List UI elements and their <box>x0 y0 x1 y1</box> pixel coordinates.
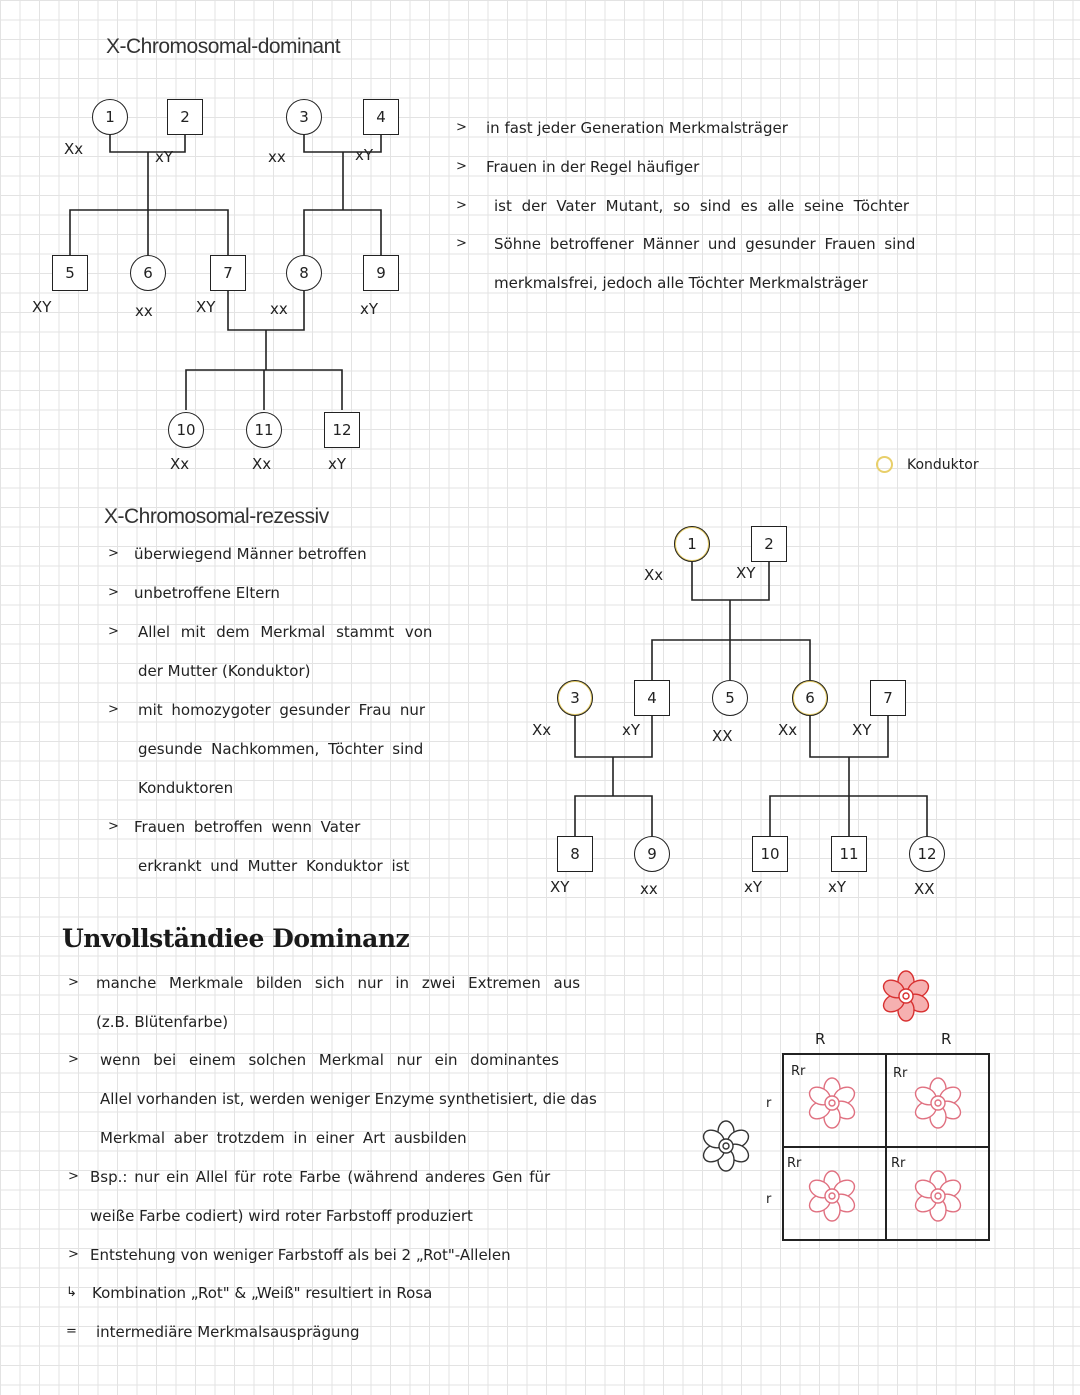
punnett-col-header: R <box>941 1030 952 1048</box>
genotype-8: xx <box>270 300 288 318</box>
punnett-cell: Rr <box>791 1064 806 1079</box>
pedigree-male-5: 5 <box>52 255 88 291</box>
genotype-9: xY <box>360 300 379 318</box>
line-symbol: > <box>68 1052 79 1067</box>
bullet-symbol: > <box>108 624 119 639</box>
dominant-note: in fast jeder Generation Merkmalsträger <box>486 119 788 137</box>
rezessiv-note: mit homozygoter gesunder Frau nur <box>138 701 426 719</box>
line-symbol: ↳ <box>66 1285 77 1300</box>
pedigree-female-11: 11 <box>246 412 282 448</box>
punnett-cell: Rr <box>893 1066 908 1081</box>
genotype-1: Xx <box>64 140 84 158</box>
rezessiv-note: Allel mit dem Merkmal stammt von <box>138 623 433 641</box>
pink-flower-icon <box>912 1078 963 1128</box>
punnett-cell: Rr <box>787 1156 802 1171</box>
text-line: intermediäre Merkmalsausprägung <box>96 1323 360 1341</box>
line-symbol: = <box>66 1324 77 1339</box>
genotype-10: xY <box>744 878 763 896</box>
rezessiv-note: unbetroffene Eltern <box>134 584 280 602</box>
text-line: Bsp.: nur ein Allel für rote Farbe (während anderes Gen für <box>90 1168 551 1186</box>
genotype-4: xY <box>355 146 374 164</box>
genotype-11: Xx <box>252 455 272 473</box>
bullet-symbol: > <box>456 120 467 135</box>
pedigree-female-9: 9 <box>634 836 670 872</box>
pink-flower-icon <box>806 1171 857 1221</box>
pedigree-female-1: 1 <box>92 99 128 135</box>
genotype-3: Xx <box>532 721 552 739</box>
pedigree-female-1-konduktor: 1 <box>674 526 710 562</box>
text-line: (z.B. Blütenfarbe) <box>96 1013 229 1031</box>
genotype-9: xx <box>640 880 658 898</box>
text-line: Kombination „Rot" & „Weiß" resultiert in Rosa <box>92 1284 433 1302</box>
genotype-7: XY <box>852 721 872 739</box>
rezessiv-note: Konduktoren <box>138 779 234 797</box>
pedigree-male-2: 2 <box>751 526 787 562</box>
pedigree-female-8: 8 <box>286 255 322 291</box>
genotype-12: XX <box>914 880 935 898</box>
genotype-3: xx <box>268 148 286 166</box>
pedigree-female-6: 6 <box>130 255 166 291</box>
pedigree-female-6-konduktor: 6 <box>792 680 828 716</box>
white-flower-icon <box>700 1121 751 1171</box>
dominant-note: ist der Vater Mutant, so sind es alle seine Töchter <box>494 197 910 215</box>
line-symbol: > <box>68 975 79 990</box>
punnett-cell: Rr <box>891 1156 906 1171</box>
text-line: Entstehung von weniger Farbstoff als bei 2 „Rot"-Allelen <box>90 1246 511 1264</box>
pink-flower-icon <box>912 1171 963 1221</box>
pedigree-male-7: 7 <box>210 255 246 291</box>
pedigree-male-11: 11 <box>831 836 867 872</box>
genotype-8: XY <box>550 878 570 896</box>
genotype-2: XY <box>736 564 756 582</box>
rezessiv-note: der Mutter (Konduktor) <box>138 662 311 680</box>
pedigree-female-3-konduktor: 3 <box>557 680 593 716</box>
dominant-title: X-Chromosomal-dominant <box>106 35 341 58</box>
pedigree-female-12: 12 <box>909 836 945 872</box>
rezessiv-note: gesunde Nachkommen, Töchter sind <box>138 740 424 758</box>
text-line: manche Merkmale bilden sich nur in zwei Extremen aus <box>96 974 581 992</box>
text-line: wenn bei einem solchen Merkmal nur ein dominantes <box>100 1051 559 1069</box>
bullet-symbol: > <box>108 585 119 600</box>
line-symbol: > <box>68 1169 79 1184</box>
dominant-note: Frauen in der Regel häufiger <box>486 158 700 176</box>
dominant-note: Söhne betroffener Männer und gesunder Frauen sind <box>494 235 916 253</box>
konduktor-legend-label: Konduktor <box>907 457 979 473</box>
pedigree-male-4: 4 <box>363 99 399 135</box>
bullet-symbol: > <box>108 819 119 834</box>
pedigree-male-12: 12 <box>324 412 360 448</box>
genotype-12: xY <box>328 455 347 473</box>
section-heading: Unvollständiee Dominanz <box>62 924 410 953</box>
line-symbol: > <box>68 1247 79 1262</box>
genotype-4: xY <box>622 721 641 739</box>
pedigree-male-2: 2 <box>167 99 203 135</box>
punnett-row-header: r <box>766 1192 772 1207</box>
genotype-1: Xx <box>644 566 664 584</box>
pedigree-female-10: 10 <box>168 412 204 448</box>
rezessiv-note: Frauen betroffen wenn Vater <box>134 818 361 836</box>
rezessiv-note: überwiegend Männer betroffen <box>134 545 367 563</box>
pedigree-male-8: 8 <box>557 836 593 872</box>
text-line: weiße Farbe codiert) wird roter Farbstoff produziert <box>90 1207 473 1225</box>
genotype-6: xx <box>135 302 153 320</box>
text-line: Merkmal aber trotzdem in einer Art ausbilden <box>100 1129 467 1147</box>
bullet-symbol: > <box>456 236 467 251</box>
genotype-6: Xx <box>778 721 798 739</box>
genotype-10: Xx <box>170 455 190 473</box>
pedigree-female-3: 3 <box>286 99 322 135</box>
genotype-11: xY <box>828 878 847 896</box>
genotype-7: XY <box>196 298 216 316</box>
red-flower-icon <box>880 971 931 1021</box>
rezessiv-title: X-Chromosomal-rezessiv <box>104 505 329 528</box>
pedigree-male-7: 7 <box>870 680 906 716</box>
pedigree-female-5: 5 <box>712 680 748 716</box>
text-line: Allel vorhanden ist, werden weniger Enzyme synthetisiert, die das <box>100 1090 597 1108</box>
genotype-2: xY <box>155 148 174 166</box>
pink-flower-icon <box>806 1078 857 1128</box>
dominant-note: merkmalsfrei, jedoch alle Töchter Merkmalsträger <box>494 274 868 292</box>
pedigree-male-10: 10 <box>752 836 788 872</box>
punnett-col-header: R <box>815 1030 826 1048</box>
bullet-symbol: > <box>108 702 119 717</box>
genotype-5: XX <box>712 727 733 745</box>
bullet-symbol: > <box>456 159 467 174</box>
pedigree-male-9: 9 <box>363 255 399 291</box>
genotype-5: XY <box>32 298 52 316</box>
pedigree-male-4: 4 <box>634 680 670 716</box>
bullet-symbol: > <box>108 546 119 561</box>
bullet-symbol: > <box>456 198 467 213</box>
rezessiv-note: erkrankt und Mutter Konduktor ist <box>138 857 410 875</box>
punnett-row-header: r <box>766 1096 772 1111</box>
